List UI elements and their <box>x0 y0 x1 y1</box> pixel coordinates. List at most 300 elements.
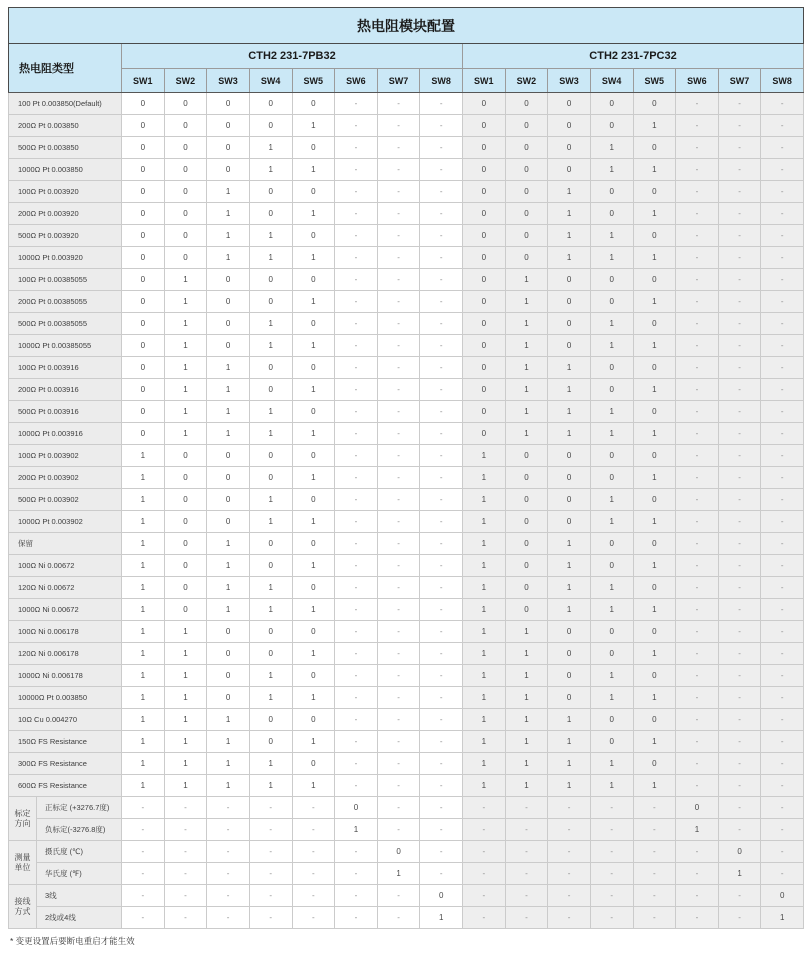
sw-cell-7pc32-sw3: - <box>548 819 591 841</box>
sw-cell-7pc32-sw6: - <box>676 555 719 577</box>
table-row <box>9 159 804 181</box>
module-header-7pb32: CTH2 231-7PB32 <box>122 44 463 69</box>
sw-cell-7pb32-sw8: - <box>420 137 463 159</box>
sw-cell-7pc32-sw2: 0 <box>505 115 548 137</box>
sw-cell-7pb32-sw2: 0 <box>164 555 207 577</box>
sw-cell-7pb32-sw7: - <box>377 115 420 137</box>
sw-cell-7pb32-sw8: - <box>420 863 463 885</box>
sw-cell-7pb32-sw3: 0 <box>207 93 250 115</box>
sw-cell-7pb32-sw4: - <box>249 863 292 885</box>
sw-cell-7pc32-sw2: 1 <box>505 269 548 291</box>
sw-cell-7pb32-sw2: 1 <box>164 665 207 687</box>
sw-cell-7pc32-sw2: 1 <box>505 335 548 357</box>
sw-cell-7pc32-sw5: 0 <box>633 753 676 775</box>
table-row <box>9 269 804 291</box>
sw-cell-7pb32-sw7: - <box>377 775 420 797</box>
sw-cell-7pb32-sw8: - <box>420 797 463 819</box>
sw-cell-7pb32-sw3: 1 <box>207 533 250 555</box>
rtd-type-label: 1000Ω Pt 0.003916 <box>9 423 122 445</box>
sw-cell-7pc32-sw5: 0 <box>633 181 676 203</box>
rtd-type-label: 120Ω Ni 0.006178 <box>9 643 122 665</box>
sw-cell-7pc32-sw1: 1 <box>463 753 506 775</box>
sw-cell-7pc32-sw6: - <box>676 291 719 313</box>
table-row <box>9 247 804 269</box>
sw-cell-7pc32-sw8: - <box>761 467 804 489</box>
sw-cell-7pc32-sw1: 1 <box>463 665 506 687</box>
sw-cell-7pb32-sw5: - <box>292 907 335 929</box>
rtd-type-label: 1000Ω Pt 0.003920 <box>9 247 122 269</box>
sw-cell-7pb32-sw3: 1 <box>207 577 250 599</box>
sw-cell-7pc32-sw8: 0 <box>761 885 804 907</box>
sw-cell-7pb32-sw3: 1 <box>207 203 250 225</box>
table-row <box>9 137 804 159</box>
sw-cell-7pc32-sw3: 0 <box>548 445 591 467</box>
sw-cell-7pc32-sw3: 1 <box>548 225 591 247</box>
sw-cell-7pc32-sw4: 1 <box>590 687 633 709</box>
sw-cell-7pb32-sw4: 0 <box>249 269 292 291</box>
sw-cell-7pb32-sw8: - <box>420 775 463 797</box>
sw-cell-7pb32-sw1: 0 <box>122 115 165 137</box>
sw-cell-7pc32-sw4: 1 <box>590 401 633 423</box>
rtd-type-label: 10000Ω Pt 0.003850 <box>9 687 122 709</box>
sw-cell-7pc32-sw5: 1 <box>633 775 676 797</box>
table-row <box>9 555 804 577</box>
sw-cell-7pb32-sw3: 1 <box>207 753 250 775</box>
sw-cell-7pb32-sw2: 0 <box>164 445 207 467</box>
sw-cell-7pc32-sw8: - <box>761 137 804 159</box>
sw-cell-7pc32-sw5: - <box>633 819 676 841</box>
sw-cell-7pc32-sw4: 1 <box>590 489 633 511</box>
sw-cell-7pc32-sw1: 0 <box>463 291 506 313</box>
sw-cell-7pc32-sw3: 0 <box>548 621 591 643</box>
sw-cell-7pc32-sw2: 0 <box>505 467 548 489</box>
sw-cell-7pb32-sw2: - <box>164 819 207 841</box>
sw-cell-7pc32-sw4: - <box>590 797 633 819</box>
sw-cell-7pb32-sw6: - <box>335 335 378 357</box>
switch-header-7pb32-sw4: SW4 <box>249 69 292 93</box>
sw-cell-7pc32-sw5: 1 <box>633 379 676 401</box>
sw-cell-7pb32-sw5: 1 <box>292 731 335 753</box>
sw-cell-7pb32-sw7: - <box>377 885 420 907</box>
switch-header-7pb32-sw3: SW3 <box>207 69 250 93</box>
sw-cell-7pb32-sw8: - <box>420 687 463 709</box>
sw-cell-7pc32-sw2: 1 <box>505 357 548 379</box>
sw-cell-7pb32-sw1: 0 <box>122 93 165 115</box>
sw-cell-7pc32-sw4: 1 <box>590 577 633 599</box>
sw-cell-7pc32-sw6: - <box>676 599 719 621</box>
sw-cell-7pb32-sw4: 0 <box>249 467 292 489</box>
sw-cell-7pc32-sw6: - <box>676 577 719 599</box>
sw-cell-7pc32-sw8: - <box>761 181 804 203</box>
sw-cell-7pc32-sw4: 0 <box>590 357 633 379</box>
table-row <box>9 401 804 423</box>
sw-cell-7pb32-sw6: - <box>335 907 378 929</box>
sw-cell-7pc32-sw5: 1 <box>633 467 676 489</box>
sw-cell-7pb32-sw2: 1 <box>164 731 207 753</box>
sw-cell-7pb32-sw6: - <box>335 467 378 489</box>
sw-cell-7pb32-sw5: 0 <box>292 753 335 775</box>
sw-cell-7pb32-sw3: 0 <box>207 291 250 313</box>
sw-cell-7pb32-sw5: - <box>292 819 335 841</box>
sw-cell-7pc32-sw4: 0 <box>590 555 633 577</box>
sw-cell-7pb32-sw2: 0 <box>164 137 207 159</box>
sw-cell-7pc32-sw6: - <box>676 731 719 753</box>
sw-cell-7pc32-sw3: 1 <box>548 577 591 599</box>
sw-cell-7pb32-sw1: 0 <box>122 181 165 203</box>
sw-cell-7pc32-sw4: 1 <box>590 313 633 335</box>
sw-cell-7pb32-sw4: 0 <box>249 533 292 555</box>
sw-cell-7pc32-sw6: - <box>676 137 719 159</box>
sw-cell-7pc32-sw1: 1 <box>463 467 506 489</box>
sw-cell-7pb32-sw3: 0 <box>207 511 250 533</box>
sw-cell-7pb32-sw4: 1 <box>249 775 292 797</box>
sw-cell-7pc32-sw5: 1 <box>633 423 676 445</box>
sw-cell-7pb32-sw2: 1 <box>164 775 207 797</box>
rtd-type-label: 150Ω FS Resistance <box>9 731 122 753</box>
sw-cell-7pb32-sw7: - <box>377 731 420 753</box>
module-header-7pc32: CTH2 231-7PC32 <box>463 44 804 69</box>
sw-cell-7pb32-sw6: - <box>335 533 378 555</box>
sw-cell-7pc32-sw7: - <box>718 709 761 731</box>
table-row <box>9 313 804 335</box>
sw-cell-7pc32-sw6: - <box>676 907 719 929</box>
sw-cell-7pc32-sw2: 1 <box>505 313 548 335</box>
sw-cell-7pc32-sw1: 0 <box>463 203 506 225</box>
sw-cell-7pc32-sw7: - <box>718 291 761 313</box>
sw-cell-7pc32-sw3: 1 <box>548 555 591 577</box>
sw-cell-7pb32-sw3: 1 <box>207 555 250 577</box>
sw-cell-7pc32-sw1: 1 <box>463 621 506 643</box>
sw-cell-7pb32-sw5: 0 <box>292 621 335 643</box>
sw-cell-7pb32-sw3: 0 <box>207 445 250 467</box>
sw-cell-7pc32-sw2: 0 <box>505 247 548 269</box>
sw-cell-7pc32-sw6: - <box>676 489 719 511</box>
sw-cell-7pb32-sw4: - <box>249 885 292 907</box>
sw-cell-7pb32-sw8: - <box>420 181 463 203</box>
sw-cell-7pb32-sw3: 0 <box>207 115 250 137</box>
sw-cell-7pc32-sw1: 1 <box>463 555 506 577</box>
switch-header-7pc32-sw3: SW3 <box>548 69 591 93</box>
sw-cell-7pb32-sw1: 1 <box>122 709 165 731</box>
sw-cell-7pb32-sw6: 0 <box>335 797 378 819</box>
sw-cell-7pb32-sw1: - <box>122 797 165 819</box>
sw-cell-7pb32-sw6: - <box>335 489 378 511</box>
sw-cell-7pc32-sw4: 0 <box>590 533 633 555</box>
sw-cell-7pc32-sw7: - <box>718 753 761 775</box>
sw-cell-7pb32-sw5: 0 <box>292 489 335 511</box>
sw-cell-7pb32-sw3: 0 <box>207 159 250 181</box>
sw-cell-7pb32-sw7: 1 <box>377 863 420 885</box>
sw-cell-7pc32-sw8: - <box>761 269 804 291</box>
sw-cell-7pb32-sw8: - <box>420 313 463 335</box>
sw-cell-7pb32-sw4: - <box>249 819 292 841</box>
sw-cell-7pb32-sw6: - <box>335 269 378 291</box>
sw-cell-7pb32-sw5: - <box>292 841 335 863</box>
sw-cell-7pc32-sw3: - <box>548 885 591 907</box>
sw-cell-7pb32-sw4: 1 <box>249 423 292 445</box>
sw-cell-7pc32-sw4: - <box>590 863 633 885</box>
sw-cell-7pb32-sw5: 1 <box>292 467 335 489</box>
sw-cell-7pb32-sw4: 0 <box>249 379 292 401</box>
sw-cell-7pc32-sw8: - <box>761 335 804 357</box>
sw-cell-7pb32-sw6: - <box>335 753 378 775</box>
sw-cell-7pc32-sw8: - <box>761 247 804 269</box>
sw-cell-7pb32-sw3: - <box>207 863 250 885</box>
sw-cell-7pc32-sw8: - <box>761 577 804 599</box>
sw-cell-7pc32-sw4: 0 <box>590 269 633 291</box>
table-body <box>9 93 804 929</box>
rtd-type-label: 保留 <box>9 533 122 555</box>
table-row <box>9 643 804 665</box>
sw-cell-7pb32-sw6: - <box>335 863 378 885</box>
sw-cell-7pb32-sw5: 0 <box>292 181 335 203</box>
sw-cell-7pb32-sw6: - <box>335 225 378 247</box>
sw-cell-7pc32-sw1: 0 <box>463 181 506 203</box>
sw-cell-7pb32-sw2: 0 <box>164 93 207 115</box>
sw-cell-7pc32-sw2: - <box>505 885 548 907</box>
sw-cell-7pc32-sw5: 1 <box>633 599 676 621</box>
sw-cell-7pb32-sw5: 1 <box>292 687 335 709</box>
sw-cell-7pc32-sw2: 0 <box>505 137 548 159</box>
rtd-type-label: 100Ω Ni 0.006178 <box>9 621 122 643</box>
switch-header-7pb32-sw2: SW2 <box>164 69 207 93</box>
sw-cell-7pc32-sw6: - <box>676 445 719 467</box>
sw-cell-7pb32-sw3: 1 <box>207 181 250 203</box>
sw-cell-7pc32-sw3: 0 <box>548 269 591 291</box>
sw-cell-7pc32-sw4: - <box>590 885 633 907</box>
sw-cell-7pc32-sw3: 1 <box>548 401 591 423</box>
sw-cell-7pb32-sw7: - <box>377 247 420 269</box>
sw-cell-7pb32-sw4: 1 <box>249 599 292 621</box>
sw-cell-7pb32-sw1: 0 <box>122 159 165 181</box>
sw-cell-7pc32-sw7: - <box>718 225 761 247</box>
table-row <box>9 511 804 533</box>
sw-cell-7pb32-sw1: - <box>122 841 165 863</box>
sw-cell-7pb32-sw8: - <box>420 467 463 489</box>
option-group-label: 测量单位 <box>9 841 37 885</box>
sw-cell-7pc32-sw4: 1 <box>590 599 633 621</box>
sw-cell-7pb32-sw6: - <box>335 731 378 753</box>
sw-cell-7pc32-sw5: 0 <box>633 137 676 159</box>
sw-cell-7pc32-sw3: 1 <box>548 753 591 775</box>
rtd-type-label: 500Ω Pt 0.003850 <box>9 137 122 159</box>
sw-cell-7pc32-sw6: - <box>676 511 719 533</box>
sw-cell-7pc32-sw7: - <box>718 489 761 511</box>
sw-cell-7pb32-sw7: - <box>377 643 420 665</box>
sw-cell-7pc32-sw3: 1 <box>548 709 591 731</box>
sw-cell-7pc32-sw1: 1 <box>463 687 506 709</box>
sw-cell-7pb32-sw8: - <box>420 555 463 577</box>
sw-cell-7pb32-sw7: - <box>377 423 420 445</box>
rtd-type-label: 1000Ω Pt 0.003902 <box>9 511 122 533</box>
sw-cell-7pc32-sw8: - <box>761 313 804 335</box>
switch-header-7pc32-sw4: SW4 <box>590 69 633 93</box>
sw-cell-7pc32-sw5: 1 <box>633 203 676 225</box>
sw-cell-7pb32-sw7: - <box>377 907 420 929</box>
sw-cell-7pb32-sw3: 1 <box>207 775 250 797</box>
sw-cell-7pc32-sw6: - <box>676 401 719 423</box>
sw-cell-7pc32-sw8: - <box>761 621 804 643</box>
sw-cell-7pc32-sw1: 0 <box>463 313 506 335</box>
sw-cell-7pb32-sw4: 0 <box>249 93 292 115</box>
sw-cell-7pb32-sw6: - <box>335 709 378 731</box>
sw-cell-7pb32-sw6: - <box>335 401 378 423</box>
sw-cell-7pc32-sw1: 0 <box>463 335 506 357</box>
sw-cell-7pc32-sw8: - <box>761 203 804 225</box>
sw-cell-7pb32-sw5: 0 <box>292 313 335 335</box>
sw-cell-7pc32-sw5: 0 <box>633 93 676 115</box>
option-group-label: 标定方向 <box>9 797 37 841</box>
sw-cell-7pc32-sw8: 1 <box>761 907 804 929</box>
sw-cell-7pb32-sw7: - <box>377 621 420 643</box>
sw-cell-7pb32-sw1: 0 <box>122 225 165 247</box>
sw-cell-7pb32-sw8: - <box>420 841 463 863</box>
table-row <box>9 753 804 775</box>
sw-cell-7pc32-sw8: - <box>761 753 804 775</box>
sw-cell-7pc32-sw2: 1 <box>505 423 548 445</box>
sw-cell-7pc32-sw8: - <box>761 797 804 819</box>
sw-cell-7pc32-sw7: - <box>718 599 761 621</box>
sw-cell-7pb32-sw3: - <box>207 819 250 841</box>
switch-header-7pc32-sw8: SW8 <box>761 69 804 93</box>
switch-header-7pc32-sw5: SW5 <box>633 69 676 93</box>
sw-cell-7pb32-sw2: 0 <box>164 225 207 247</box>
table-row <box>9 797 804 819</box>
sw-cell-7pc32-sw1: 0 <box>463 401 506 423</box>
rtd-type-label: 10Ω Cu 0.004270 <box>9 709 122 731</box>
table-row <box>9 181 804 203</box>
sw-cell-7pb32-sw2: 0 <box>164 511 207 533</box>
sw-cell-7pb32-sw6: - <box>335 379 378 401</box>
sw-cell-7pc32-sw6: - <box>676 775 719 797</box>
sw-cell-7pb32-sw4: 1 <box>249 577 292 599</box>
sw-cell-7pb32-sw8: - <box>420 291 463 313</box>
sw-cell-7pb32-sw3: 0 <box>207 467 250 489</box>
title-row <box>9 8 804 44</box>
sw-cell-7pc32-sw3: 1 <box>548 599 591 621</box>
sw-cell-7pc32-sw3: 0 <box>548 93 591 115</box>
sw-cell-7pc32-sw4: - <box>590 907 633 929</box>
sw-cell-7pb32-sw8: - <box>420 203 463 225</box>
sw-cell-7pc32-sw8: - <box>761 533 804 555</box>
sw-cell-7pb32-sw6: - <box>335 775 378 797</box>
sw-cell-7pb32-sw1: 1 <box>122 643 165 665</box>
sw-cell-7pb32-sw2: 1 <box>164 643 207 665</box>
rtd-type-label: 1000Ω Pt 0.003850 <box>9 159 122 181</box>
sw-cell-7pb32-sw5: 0 <box>292 269 335 291</box>
table-row <box>9 885 804 907</box>
option-label: 3线 <box>37 885 122 907</box>
sw-cell-7pc32-sw6: - <box>676 379 719 401</box>
sw-cell-7pc32-sw4: 1 <box>590 665 633 687</box>
sw-cell-7pc32-sw7: - <box>718 577 761 599</box>
sw-cell-7pc32-sw1: - <box>463 885 506 907</box>
sw-cell-7pb32-sw2: 1 <box>164 621 207 643</box>
sw-cell-7pb32-sw8: 0 <box>420 885 463 907</box>
table-row <box>9 841 804 863</box>
sw-cell-7pc32-sw1: 0 <box>463 269 506 291</box>
sw-cell-7pc32-sw2: 1 <box>505 775 548 797</box>
sw-cell-7pc32-sw2: - <box>505 841 548 863</box>
sw-cell-7pb32-sw3: 1 <box>207 401 250 423</box>
sw-cell-7pb32-sw3: 0 <box>207 643 250 665</box>
sw-cell-7pb32-sw5: 1 <box>292 115 335 137</box>
sw-cell-7pc32-sw7: - <box>718 885 761 907</box>
sw-cell-7pc32-sw4: - <box>590 841 633 863</box>
sw-cell-7pb32-sw3: 1 <box>207 379 250 401</box>
sw-cell-7pc32-sw7: - <box>718 401 761 423</box>
sw-cell-7pc32-sw4: 0 <box>590 643 633 665</box>
sw-cell-7pb32-sw4: - <box>249 797 292 819</box>
sw-cell-7pc32-sw5: 0 <box>633 269 676 291</box>
sw-cell-7pb32-sw7: - <box>377 577 420 599</box>
sw-cell-7pc32-sw1: - <box>463 841 506 863</box>
sw-cell-7pb32-sw1: 0 <box>122 357 165 379</box>
sw-cell-7pc32-sw1: 0 <box>463 379 506 401</box>
sw-cell-7pb32-sw6: - <box>335 93 378 115</box>
sw-cell-7pb32-sw7: - <box>377 599 420 621</box>
sw-cell-7pc32-sw7: - <box>718 775 761 797</box>
option-group-label: 接线方式 <box>9 885 37 929</box>
sw-cell-7pb32-sw7: - <box>377 357 420 379</box>
sw-cell-7pb32-sw2: 1 <box>164 423 207 445</box>
table-row <box>9 599 804 621</box>
sw-cell-7pb32-sw3: 0 <box>207 621 250 643</box>
sw-cell-7pb32-sw6: - <box>335 423 378 445</box>
sw-cell-7pb32-sw4: 1 <box>249 753 292 775</box>
sw-cell-7pc32-sw7: - <box>718 93 761 115</box>
sw-cell-7pc32-sw2: 0 <box>505 445 548 467</box>
sw-cell-7pc32-sw3: - <box>548 863 591 885</box>
sw-cell-7pc32-sw1: 1 <box>463 709 506 731</box>
sw-cell-7pb32-sw2: 0 <box>164 247 207 269</box>
sw-cell-7pb32-sw8: - <box>420 753 463 775</box>
sw-cell-7pb32-sw2: 0 <box>164 203 207 225</box>
sw-cell-7pc32-sw5: 0 <box>633 225 676 247</box>
sw-cell-7pc32-sw8: - <box>761 489 804 511</box>
rtd-type-label: 500Ω Pt 0.003920 <box>9 225 122 247</box>
table-row <box>9 709 804 731</box>
sw-cell-7pc32-sw1: 1 <box>463 731 506 753</box>
sw-cell-7pc32-sw6: - <box>676 467 719 489</box>
sw-cell-7pb32-sw1: - <box>122 885 165 907</box>
sw-cell-7pb32-sw6: - <box>335 137 378 159</box>
sw-cell-7pc32-sw5: 1 <box>633 115 676 137</box>
sw-cell-7pb32-sw7: - <box>377 203 420 225</box>
sw-cell-7pb32-sw8: - <box>420 357 463 379</box>
sw-cell-7pb32-sw1: 1 <box>122 489 165 511</box>
sw-cell-7pc32-sw8: - <box>761 665 804 687</box>
sw-cell-7pb32-sw5: 1 <box>292 555 335 577</box>
sw-cell-7pb32-sw3: - <box>207 907 250 929</box>
sw-cell-7pb32-sw4: 0 <box>249 621 292 643</box>
sw-cell-7pb32-sw2: 1 <box>164 687 207 709</box>
sw-cell-7pb32-sw5: 0 <box>292 93 335 115</box>
table-row <box>9 863 804 885</box>
table-row <box>9 335 804 357</box>
sw-cell-7pc32-sw8: - <box>761 709 804 731</box>
sw-cell-7pc32-sw5: 0 <box>633 401 676 423</box>
sw-cell-7pb32-sw1: 0 <box>122 247 165 269</box>
sw-cell-7pb32-sw5: 0 <box>292 225 335 247</box>
rtd-type-label: 200Ω Pt 0.003916 <box>9 379 122 401</box>
sw-cell-7pb32-sw7: - <box>377 291 420 313</box>
sw-cell-7pb32-sw7: - <box>377 137 420 159</box>
sw-cell-7pc32-sw6: - <box>676 687 719 709</box>
sw-cell-7pb32-sw4: 0 <box>249 181 292 203</box>
sw-cell-7pb32-sw4: 1 <box>249 225 292 247</box>
sw-cell-7pb32-sw3: 0 <box>207 687 250 709</box>
